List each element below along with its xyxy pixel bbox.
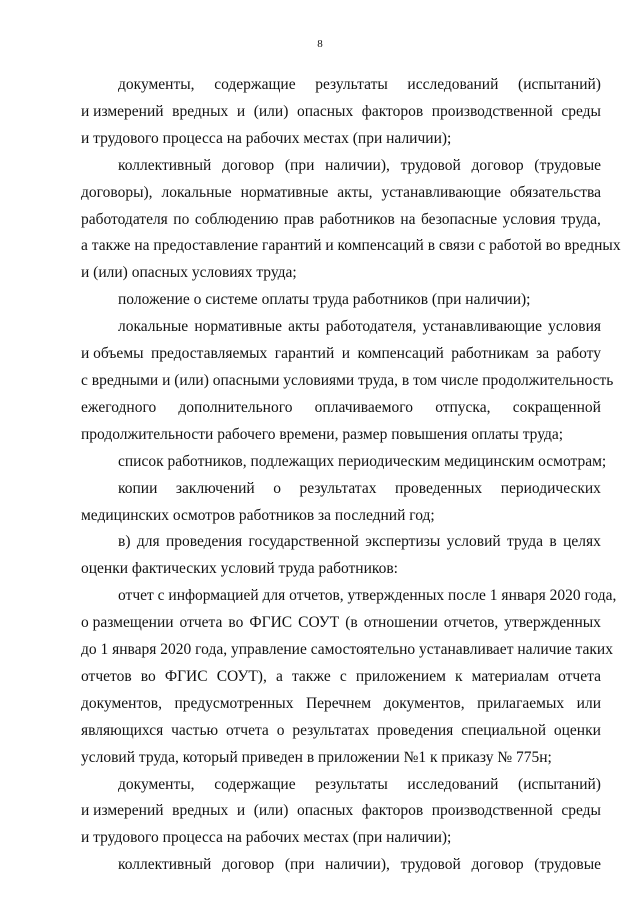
text-segment: условий <box>446 533 501 551</box>
text-segment: с вредными и (или) опасными условиями труда, в том числе продолжительность <box>81 371 614 389</box>
text-segment: во <box>228 614 244 632</box>
body-text <box>81 72 621 879</box>
text-segment: целях <box>563 533 601 551</box>
text-segment: в <box>549 533 557 551</box>
text-segment: являющихся <box>81 721 164 739</box>
text-segment: ФГИС <box>164 667 208 685</box>
text-segment: локальные <box>161 183 232 201</box>
text-line <box>81 664 601 691</box>
text-segment: производственной <box>431 102 553 120</box>
text-line <box>81 314 601 341</box>
text-segment: отчета <box>179 614 223 632</box>
text-segment: трудовой <box>400 856 461 874</box>
text-segment: для <box>136 533 160 551</box>
text-segment: акты, <box>337 183 373 201</box>
text-segment: о <box>273 479 281 497</box>
text-segment: вредных <box>172 102 229 120</box>
text-segment: результаты <box>315 775 388 793</box>
text-segment: (трудовые <box>534 856 601 874</box>
text-segment: до 1 января 2020 года, управление самостоятельно устанавливает наличие таких <box>81 641 613 659</box>
text-line <box>81 852 601 879</box>
text-segment: и объемы <box>81 345 144 363</box>
text-segment: отпуска, <box>435 398 491 416</box>
text-segment: коллективный <box>118 156 212 174</box>
text-segment: материалам <box>471 667 549 685</box>
text-line <box>81 583 617 610</box>
text-segment: условия <box>502 210 556 228</box>
text-segment: труда, <box>560 210 601 228</box>
text-segment: вредных <box>172 802 229 820</box>
text-segment: ежегодного <box>81 398 157 416</box>
text-segment: и <box>341 345 351 363</box>
text-segment: (трудовые <box>534 156 601 174</box>
text-segment: отчета <box>558 667 601 685</box>
text-segment: отчетов <box>81 667 132 685</box>
text-segment: трудовой <box>400 156 461 174</box>
text-segment: а также на предоставление гарантий и компенсаций в связи с работой во вредных <box>81 237 621 255</box>
text-segment: (испытаний) <box>518 775 601 793</box>
text-segment: условия <box>548 318 601 336</box>
text-segment: СОУТ <box>298 614 340 632</box>
text-segment: дополнительного <box>178 398 293 416</box>
text-segment: результаты <box>315 76 388 93</box>
text-segment: результатах <box>292 721 370 739</box>
text-segment: исследований <box>407 775 499 793</box>
text-segment: опасных <box>296 802 354 820</box>
text-segment: (при <box>284 156 315 174</box>
text-segment: коллективный <box>118 856 212 874</box>
text-segment: среды <box>561 102 601 120</box>
text-line <box>81 825 601 852</box>
text-segment: документов, <box>383 694 465 712</box>
text-segment: приложением <box>355 667 446 685</box>
text-segment: медицинских осмотров работников за последний год; <box>81 506 435 524</box>
text-line <box>81 449 607 476</box>
text-segment: прав <box>283 210 315 228</box>
text-segment: Перечнем <box>305 694 372 712</box>
text-segment: отчета <box>225 721 269 739</box>
text-line <box>81 556 601 583</box>
text-segment: о <box>276 721 285 739</box>
text-segment: труда <box>507 533 544 551</box>
text-segment: нормативные <box>240 183 329 201</box>
text-segment: продолжительности рабочего времени, размер повышения оплаты труда; <box>81 425 564 443</box>
text-segment: документов, <box>81 694 162 712</box>
text-segment: экспертизы <box>365 533 441 551</box>
text-segment: работу <box>556 345 601 363</box>
text-line <box>81 503 601 530</box>
text-segment: работодателя <box>81 210 168 228</box>
text-segment: в) <box>118 533 131 551</box>
text-line <box>81 368 614 395</box>
text-segment: за <box>536 345 550 363</box>
text-segment: оценки <box>553 721 601 739</box>
text-line <box>81 422 601 449</box>
text-segment: оценки фактических условий труда работников: <box>81 560 398 578</box>
text-segment: (или) <box>253 102 289 120</box>
text-segment: факторов <box>361 802 424 820</box>
text-line <box>81 260 601 287</box>
text-line <box>81 72 601 99</box>
text-segment: проведения <box>165 533 243 551</box>
text-segment: устанавливающие <box>422 318 543 336</box>
text-line <box>81 637 613 664</box>
text-segment: (или) <box>253 802 289 820</box>
text-line <box>81 207 601 234</box>
text-segment: наличии), <box>325 856 390 874</box>
text-segment: обязательства <box>509 183 601 201</box>
text-segment: договор <box>471 856 524 874</box>
text-segment: договоры), <box>81 183 153 201</box>
text-segment: опасных <box>296 102 354 120</box>
text-segment: список работников, подлежащих периодическим медицинским осмотрам; <box>118 452 607 470</box>
text-segment: и трудового процесса на рабочих местах (при наличии); <box>81 129 452 147</box>
text-segment: государственной <box>248 533 359 551</box>
text-segment: договор <box>222 856 275 874</box>
text-segment: отчет с информацией для отчетов, утвержденных после 1 января 2020 года, <box>118 587 617 605</box>
text-line <box>81 772 601 799</box>
text-segment: содержащие <box>214 76 296 93</box>
text-segment: производственной <box>431 802 553 820</box>
text-segment: договор <box>471 156 524 174</box>
text-segment: акты <box>288 318 320 336</box>
text-segment: устанавливающие <box>381 183 501 201</box>
text-segment: отчетов, <box>443 614 499 632</box>
text-line <box>81 610 601 637</box>
text-segment: по <box>173 210 190 228</box>
text-segment: исследований <box>407 76 499 93</box>
text-segment: к <box>455 667 463 685</box>
text-segment: (при <box>284 856 315 874</box>
text-segment: положение о системе оплаты труда работников (при наличии); <box>118 291 531 309</box>
text-line <box>81 287 601 314</box>
text-segment: (в <box>345 614 358 632</box>
text-segment: факторов <box>361 102 424 120</box>
text-segment: договор <box>222 156 275 174</box>
text-segment: предоставляемых <box>151 345 268 363</box>
text-line <box>81 529 601 556</box>
text-segment: заключений <box>175 479 255 497</box>
text-line <box>81 153 601 180</box>
text-segment: с <box>339 667 347 685</box>
text-segment: документы, <box>118 775 195 793</box>
text-segment: специальной <box>461 721 546 739</box>
text-segment: гарантий <box>274 345 335 363</box>
text-segment: (испытаний) <box>518 76 601 93</box>
text-segment: соблюдению <box>194 210 279 228</box>
text-segment: копии <box>118 479 158 497</box>
text-segment: условий труда, который приведен в приложении №1 к приказу № 775н; <box>81 748 552 766</box>
text-line <box>81 99 601 126</box>
text-segment: наличии), <box>325 156 390 174</box>
text-line <box>81 233 621 260</box>
page-number: 8 <box>317 38 323 50</box>
text-segment: нормативные <box>194 318 283 336</box>
text-line <box>81 718 601 745</box>
text-segment: и <box>236 102 246 120</box>
text-segment: утвержденных <box>504 614 601 632</box>
text-line <box>81 691 601 718</box>
text-line <box>81 476 601 503</box>
text-segment: и измерений <box>81 802 164 820</box>
text-segment: и измерений <box>81 102 164 120</box>
text-segment: и <box>236 802 246 820</box>
text-line <box>81 395 601 422</box>
text-segment: оплачиваемого <box>314 398 413 416</box>
text-line <box>81 745 601 772</box>
text-segment: и трудового процесса на рабочих местах (при наличии); <box>81 829 452 847</box>
text-line <box>81 180 601 207</box>
text-segment: и (или) опасных условиях труда; <box>81 264 297 282</box>
text-line <box>81 341 601 368</box>
text-segment: компенсаций <box>357 345 444 363</box>
text-segment: а <box>275 667 283 685</box>
text-segment: локальные <box>118 318 189 336</box>
text-segment: результатах <box>299 479 377 497</box>
text-segment: проведения <box>377 721 454 739</box>
text-segment: также <box>291 667 331 685</box>
text-segment: прилагаемых <box>477 694 565 712</box>
text-segment: или <box>576 694 601 712</box>
text-segment: документы, <box>118 76 195 93</box>
text-segment: сокращенной <box>512 398 601 416</box>
text-segment: на <box>400 210 416 228</box>
text-segment: о размещении <box>81 614 174 632</box>
text-segment: работников <box>319 210 395 228</box>
text-line <box>81 798 601 825</box>
text-segment: периодических <box>500 479 601 497</box>
text-segment: предусмотренных <box>174 694 294 712</box>
text-line <box>81 126 601 153</box>
text-segment: отношении <box>363 614 438 632</box>
text-segment: работникам <box>451 345 529 363</box>
text-segment: среды <box>561 802 601 820</box>
text-segment: работодателя, <box>325 318 417 336</box>
text-segment: СОУТ), <box>216 667 267 685</box>
text-segment: содержащие <box>214 775 296 793</box>
text-segment: безопасные <box>420 210 498 228</box>
text-segment: во <box>140 667 156 685</box>
text-segment: проведенных <box>394 479 483 497</box>
text-segment: частью <box>171 721 219 739</box>
text-segment: ФГИС <box>249 614 293 632</box>
